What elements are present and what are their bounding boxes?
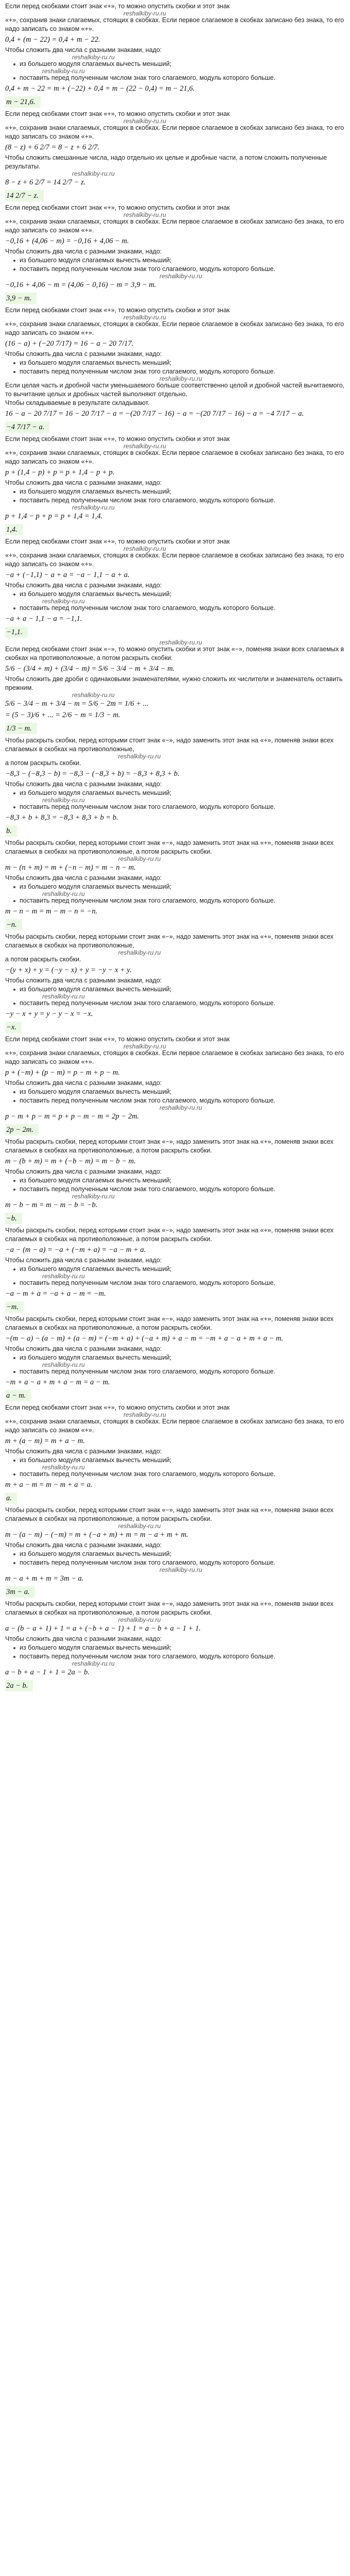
- answer-row: [5, 1020, 346, 1035]
- explanation-text: Чтобы сложить два числа с разными знаками, надо:: [5, 1635, 162, 1642]
- answer-highlight: 3m − a.: [5, 1586, 35, 1598]
- solution-section: [5, 1506, 346, 1600]
- math-expression: −8,3 − (−8,3 − b) = −8,3 − (−8,3 + b) = −8,3 + 8,3 + b.: [5, 770, 180, 778]
- explanation-text: «+», сохранив знаки слагаемых, стоящих в скобках. Если первое слагаемое в скобках записано без знака, то его надо записать со знаком «+».: [5, 124, 344, 140]
- rule-list-item: поставить перед полученным числом знак того слагаемого, модуль которого больше.: [13, 367, 346, 376]
- solution-section: [5, 1600, 346, 1693]
- explanation-text: Чтобы раскрыть скобки, перед которыми стоит знак «−», надо заменить этот знак на «+», поменяв знаки всех слагаемых в скобках на противоположные, а потом раскрыть скобки.: [5, 1506, 334, 1522]
- answer-highlight: −4 7/17 − a.: [5, 421, 49, 433]
- answer-row: [5, 1585, 346, 1600]
- answer-highlight: 14 2/7 − z.: [5, 190, 44, 201]
- answer-row: [5, 1679, 346, 1693]
- math-expression: −y − x + y = y − y − x = −x.: [5, 1010, 93, 1018]
- rule-list-item: из большего модуля слагаемых вычесть меньший;: [13, 1550, 346, 1558]
- watermark: reshalkiby-ru.ru: [160, 1566, 202, 1573]
- math-expression: m − a + m + m = 3m − a.: [5, 1574, 84, 1583]
- math-expression: −0,16 + 4,06 − m = (4,06 − 0,16) − m = 3,9 − m.: [5, 281, 156, 289]
- answer-row: [5, 1491, 346, 1506]
- explanation-text: «+», сохранив знаки слагаемых, стоящих в скобках. Если первое слагаемое в скобках записано без знака, то его надо записать со знаком «+».: [5, 449, 344, 465]
- explanation-text: Чтобы раскрыть скобки, перед которыми стоит знак «−», надо заменить этот знак на «+», поменяв знаки всех слагаемых в скобках на противоположные, а потом раскрыть скобки.: [5, 1227, 334, 1243]
- rule-list-item: из большего модуля слагаемых вычесть меньший;: [13, 1456, 346, 1465]
- watermark: reshalkiby-ru.ru: [42, 1361, 85, 1368]
- math-expression: 5/6 − (3/4 + m) + (3/4 − m) = 5/6 − 3/4 − m + 3/4 − m.: [5, 665, 175, 673]
- explanation-text: Если перед скобками стоит знак «+», то можно опустить скобки и этот знак: [5, 538, 230, 545]
- math-expression: 0,4 + (m − 22) = 0,4 + m − 22.: [5, 36, 100, 44]
- rule-list-item: поставить перед полученным числом знак того слагаемого, модуль которого больше.: [13, 896, 346, 905]
- answer-row: [5, 291, 346, 306]
- watermark: reshalkiby-ru.ru: [118, 949, 161, 956]
- math-expression: −a + a − 1,1 − a = −1,1.: [5, 615, 82, 623]
- watermark: reshalkiby-ru.ru: [124, 1411, 166, 1418]
- math-expression: m − (b + m) = m + (−b − m) = m − b − m.: [5, 1157, 136, 1165]
- explanation-text: Чтобы сложить два числа с разными знаками, надо:: [5, 46, 162, 54]
- explanation-text: Чтобы сложить два числа с разными знаками, надо:: [5, 1079, 162, 1087]
- explanation-text: Чтобы сложить два числа с разными знаками, надо:: [5, 479, 162, 486]
- math-expression: −a − m + a = −a + a − m = −m.: [5, 1290, 106, 1298]
- watermark: reshalkiby-ru.ru: [42, 890, 85, 897]
- math-expression: (16 − a) + (−20 7/17) = 16 − a − 20 7/17.: [5, 340, 134, 348]
- rule-list-item: из большего модуля слагаемых вычесть меньший;: [13, 1176, 346, 1185]
- explanation-text: Чтобы сложить два числа с разными знаками, надо:: [5, 781, 162, 788]
- explanation-text: Чтобы раскрыть скобки, перед которыми стоит знак «−», надо заменить этот знак на «+», поменяв знаки всех слагаемых в скобках на противоположные, а потом раскрыть скобки.: [5, 1600, 334, 1616]
- solution-section: [5, 1315, 346, 1403]
- rule-list-item: из большего модуля слагаемых вычесть меньший;: [13, 1088, 346, 1096]
- math-expression: 8 − z + 6 2/7 = 14 2/7 − z.: [5, 178, 86, 187]
- explanation-text: «+», сохранив знаки слагаемых, стоящих в скобках. Если первое слагаемое в скобках записано без знака, то его надо записать со знаком «+».: [5, 16, 344, 32]
- watermark: reshalkiby-ru.ru: [124, 443, 166, 450]
- explanation-text: Чтобы сложить два числа с разными знаками, надо:: [5, 350, 162, 358]
- explanation-text: Чтобы сложить смешанные числа, надо отдельно их целые и дробные части, а потом сложить полученные результаты.: [5, 154, 327, 170]
- explanation-text: а потом раскрыть скобки.: [5, 759, 81, 767]
- explanation-text: Если перед скобками стоит знак «+», то можно опустить скобки и этот знак: [5, 1036, 230, 1043]
- rule-list: [5, 1088, 346, 1105]
- rule-list-item: поставить перед полученным числом знак того слагаемого, модуль которого больше.: [13, 265, 346, 274]
- answer-highlight: 1,4.: [5, 524, 23, 535]
- explanation-text: Чтобы раскрыть скобки, перед которыми стоит знак «−», надо заменить этот знак на «+», поменяв знаки всех слагаемых в скобках на противоположные,: [5, 933, 334, 949]
- rule-list: [5, 590, 346, 613]
- answer-row: [5, 1123, 346, 1138]
- math-expression: m − (a − m) − (−m) = m + (−a + m) + m = m − a + m + m.: [5, 1531, 188, 1539]
- watermark: reshalkiby-ru.ru: [124, 545, 166, 552]
- rule-list-item: поставить перед полученным числом знак того слагаемого, модуль которого больше.: [13, 74, 346, 82]
- explanation-text: Чтобы раскрыть скобки, перед которыми стоит знак «−», надо заменить этот знак на «+», поменяв знаки всех слагаемых в скобках на противоположные, а потом раскрыть скобки.: [5, 1138, 334, 1154]
- explanation-text: Если перед скобками стоит знак «+», то можно опустить скобки и этот знак: [5, 110, 230, 117]
- explanation-text: Чтобы сложить два числа с разными знаками, надо:: [5, 1257, 162, 1264]
- rule-list: [5, 359, 346, 376]
- explanation-text: Чтобы сложить два числа с разными знаками, надо:: [5, 582, 162, 589]
- watermark: reshalkiby-ru.ru: [72, 170, 115, 177]
- solution-section: [5, 839, 346, 933]
- solution-section: [5, 204, 346, 306]
- watermark: reshalkiby-ru.ru: [124, 1043, 166, 1050]
- watermark: reshalkiby-ru.ru: [124, 314, 166, 321]
- rule-list: [5, 789, 346, 811]
- solution-section: [5, 1138, 346, 1226]
- math-expression: 16 − a − 20 7/17 = 16 − 20 7/17 − a = −(20 7/17 − 16) − a = −(20 7/17 − 16) − a = −4 7/17 − a.: [5, 410, 304, 418]
- watermark: reshalkiby-ru.ru: [160, 1104, 202, 1111]
- explanation-text: «+», сохранив знаки слагаемых, стоящих в скобках. Если первое слагаемое в скобках записано без знака, то его надо записать со знаком «+».: [5, 320, 344, 336]
- rule-list: [5, 883, 346, 905]
- explanation-text: «+», сохранив знаки слагаемых, стоящих в скобках. Если первое слагаемое в скобках записано без знака, то его надо записать со знаком «+».: [5, 218, 344, 234]
- rule-list: [5, 487, 346, 505]
- watermark: reshalkiby-ru.ru: [118, 753, 161, 760]
- answer-row: [5, 189, 346, 204]
- answer-row: [5, 1211, 346, 1226]
- math-expression: 0,4 + m − 22 = m + (−22) + 0,4 = m − (22 − 0,4) = m − 21,6.: [5, 84, 195, 93]
- answer-highlight: 2a − b.: [5, 1680, 33, 1691]
- rule-list: [5, 60, 346, 82]
- watermark: reshalkiby-ru.ru: [124, 117, 166, 125]
- answer-highlight: −b.: [5, 1213, 22, 1224]
- answer-highlight: b.: [5, 825, 17, 837]
- rule-list: [5, 985, 346, 1008]
- rule-list-item: из большего модуля слагаемых вычесть меньший;: [13, 789, 346, 798]
- explanation-text: Чтобы сложить два числа с разными знаками, надо:: [5, 1448, 162, 1455]
- watermark: reshalkiby-ru.ru: [42, 67, 85, 75]
- solution-section: [5, 306, 346, 435]
- explanation-text: Чтобы сложить два числа с разными знаками, надо:: [5, 1168, 162, 1175]
- solution-section: [5, 537, 346, 640]
- watermark: reshalkiby-ru.ru: [124, 211, 166, 218]
- math-expression: m − b − m = m − m − b = −b.: [5, 1201, 98, 1209]
- math-expression: m + a − m = m − m + a = a.: [5, 1481, 93, 1489]
- answer-highlight: m − 21,6.: [5, 96, 41, 108]
- explanation-text: Чтобы сложить два числа с разными знаками, надо:: [5, 977, 162, 984]
- solution-section: [5, 435, 346, 537]
- math-expression: 5/6 − 3/4 − m + 3/4 − m = 5/6 − 2m = 1/6 + ...: [5, 700, 149, 708]
- answer-highlight: −1,1.: [5, 626, 28, 638]
- watermark: reshalkiby-ru.ru: [42, 1464, 85, 1471]
- answer-highlight: 1/3 − m.: [5, 723, 37, 734]
- solution-section: [5, 639, 346, 736]
- math-expression: p + (−m) + (p − m) = p − m + p − m.: [5, 1069, 120, 1077]
- watermark: reshalkiby-ru.ru: [118, 1522, 161, 1530]
- rule-list-item: из большего модуля слагаемых вычесть меньший;: [13, 1643, 346, 1652]
- answer-highlight: 3,9 − m.: [5, 293, 37, 304]
- explanation-text: «+», сохранив знаки слагаемых, стоящих в скобках. Если первое слагаемое в скобках записано без знака, то его надо записать со знаком «+».: [5, 1049, 344, 1065]
- explanation-text: Чтобы складываемые в результате складывают.: [5, 399, 150, 406]
- watermark: reshalkiby-ru.ru: [72, 1660, 115, 1667]
- explanation-text: Если перед скобками стоит знак «+», то можно опустить скобки и этот знак: [5, 204, 230, 211]
- rule-list-item: поставить перед полученным числом знак того слагаемого, модуль которого больше.: [13, 999, 346, 1008]
- answer-row: [5, 625, 346, 640]
- rule-list-item: поставить перед полученным числом знак того слагаемого, модуль которого больше.: [13, 1558, 346, 1567]
- answer-row: [5, 721, 346, 736]
- explanation-text: а потом раскрыть скобки.: [5, 956, 81, 963]
- math-expression: a − b + a − 1 + 1 = 2a − b.: [5, 1668, 90, 1676]
- math-expression: −a + (−1,1) − a + a = −a − 1,1 − a + a.: [5, 571, 130, 579]
- explanation-text: Чтобы раскрыть скобки, перед которыми стоит знак «−», надо заменить этот знак на «+», поменяв знаки всех слагаемых в скобках на противоположные, а потом раскрыть скобки.: [5, 1315, 334, 1331]
- watermark: reshalkiby-ru.ru: [124, 10, 166, 17]
- solution-section: [5, 933, 346, 1035]
- explanation-text: «+», сохранив знаки слагаемых, стоящих в скобках. Если первое слагаемое в скобках записано без знака, то его надо записать со знаком «+».: [5, 552, 344, 568]
- math-expression: −a − (m − a) = −a + (−m + a) = −a − m + a.: [5, 1246, 146, 1254]
- math-expression: −m + a − a + m + a − m = a − m.: [5, 1378, 110, 1386]
- rule-list-item: поставить перед полученным числом знак того слагаемого, модуль которого больше.: [13, 1367, 346, 1376]
- watermark: reshalkiby-ru.ru: [42, 993, 85, 1000]
- rule-list: [5, 1456, 346, 1479]
- rule-list-item: из большего модуля слагаемых вычесть меньший;: [13, 1265, 346, 1274]
- watermark: reshalkiby-ru.ru: [42, 1273, 85, 1280]
- watermark: reshalkiby-ru.ru: [72, 504, 115, 511]
- watermark: reshalkiby-ru.ru: [160, 375, 202, 382]
- rule-list-item: из большего модуля слагаемых вычесть меньший;: [13, 1353, 346, 1362]
- rule-list: [5, 1265, 346, 1287]
- rule-list: [5, 1353, 346, 1376]
- explanation-text: Чтобы сложить два числа с разными знаками, надо:: [5, 874, 162, 882]
- solution-section: [5, 1403, 346, 1506]
- answer-row: [5, 918, 346, 933]
- explanation-text: Если перед скобками стоит знак «+», то можно опустить скобки и этот знак: [5, 307, 230, 314]
- math-expression: (8 − z) + 6 2/7 = 8 − z + 6 2/7.: [5, 143, 100, 151]
- answer-highlight: −m.: [5, 1301, 24, 1313]
- rule-list-item: из большего модуля слагаемых вычесть меньший;: [13, 883, 346, 891]
- explanation-text: Чтобы сложить две дроби с одинаковыми знаменателями, нужно сложить их числители и знаменатель оставить прежним.: [5, 675, 343, 691]
- rule-list-item: поставить перед полученным числом знак того слагаемого, модуль которого больше.: [13, 1185, 346, 1194]
- explanation-text: Если перед скобками стоит знак «+», то можно опустить скобки и этот знак: [5, 3, 230, 10]
- watermark: reshalkiby-ru.ru: [72, 1193, 115, 1200]
- rule-list-item: из большего модуля слагаемых вычесть меньший;: [13, 590, 346, 599]
- explanation-text: Если целая часть и дробной части уменьшаемого больше соответственно целой и дробной частей вычитаемого, то вычитание целых и дробных частей выполняют отдельно.: [5, 382, 345, 398]
- solution-section: [5, 736, 346, 839]
- explanation-text: Если перед скобками стоит знак «−», то можно опустить скобки и этот знак «−», поменяв знаки всех слагаемых в скобках на противоположные, а потом раскрыть скобки.: [5, 646, 344, 662]
- answer-row: [5, 1300, 346, 1315]
- explanation-text: Чтобы раскрыть скобки, перед которыми стоит знак «−», надо заменить этот знак на «+», поменяв знаки всех слагаемых в скобках на противоположные,: [5, 737, 334, 753]
- explanation-text: Если перед скобками стоит знак «+», то можно опустить скобки и этот знак: [5, 1404, 230, 1411]
- rule-list-item: поставить перед полученным числом знак того слагаемого, модуль которого больше.: [13, 1279, 346, 1287]
- watermark: reshalkiby-ru.ru: [72, 691, 115, 699]
- rule-list-item: поставить перед полученным числом знак того слагаемого, модуль которого больше.: [13, 803, 346, 811]
- rule-list-item: поставить перед полученным числом знак того слагаемого, модуль которого больше.: [13, 1470, 346, 1479]
- solution-section: [5, 2, 346, 110]
- watermark: reshalkiby-ru.ru: [118, 855, 161, 862]
- math-expression: p + 1,4 − p + p = p + 1,4 = 1,4.: [5, 512, 103, 520]
- answer-row: [5, 95, 346, 110]
- explanation-text: Чтобы сложить два числа с разными знаками, надо:: [5, 1541, 162, 1549]
- rule-list-item: из большего модуля слагаемых вычесть меньший;: [13, 256, 346, 265]
- answer-row: [5, 824, 346, 839]
- math-expression: −8,3 + b + 8,3 = −8,3 + 8,3 + b = b.: [5, 814, 118, 822]
- solution-section: [5, 110, 346, 204]
- rule-list-item: из большего модуля слагаемых вычесть меньший;: [13, 60, 346, 69]
- watermark: reshalkiby-ru.ru: [42, 796, 85, 804]
- math-expression: p + (1,4 − p) + p = p + 1,4 − p + p.: [5, 468, 115, 477]
- rule-list-item: из большего модуля слагаемых вычесть меньший;: [13, 359, 346, 367]
- answer-highlight: −n.: [5, 919, 22, 930]
- rule-list-item: поставить перед полученным числом знак того слагаемого, модуль которого больше.: [13, 604, 346, 613]
- answer-row: [5, 420, 346, 435]
- watermark: reshalkiby-ru.ru: [160, 639, 202, 646]
- explanation-text: Чтобы сложить два числа с разными знаками, надо:: [5, 1345, 162, 1352]
- math-expression: p − m + p − m = p + p − m − m = 2p − 2m.: [5, 1112, 139, 1121]
- rule-list-item: поставить перед полученным числом знак того слагаемого, модуль которого больше.: [13, 1096, 346, 1105]
- answer-highlight: a.: [5, 1493, 17, 1504]
- watermark: reshalkiby-ru.ru: [42, 598, 85, 605]
- rule-list-item: поставить перед полученным числом знак того слагаемого, модуль которого больше.: [13, 1652, 346, 1661]
- math-expression: m + (a − m) = m + a − m.: [5, 1437, 85, 1445]
- watermark: reshalkiby-ru.ru: [72, 54, 115, 61]
- watermark: reshalkiby-ru.ru: [118, 1616, 161, 1623]
- math-expression: m − n − m = m − m − n = −n.: [5, 907, 98, 916]
- rule-list: [5, 256, 346, 274]
- answer-row: [5, 522, 346, 537]
- explanation-text: Чтобы сложить два числа с разными знаками, надо:: [5, 248, 162, 255]
- rule-list: [5, 1550, 346, 1567]
- math-expression: −(y + x) + y = (−y − x) + y = −y − x + y.: [5, 966, 132, 974]
- rule-list-item: из большего модуля слагаемых вычесть меньший;: [13, 985, 346, 994]
- watermark: reshalkiby-ru.ru: [160, 273, 202, 280]
- math-expression: a − (b − a + 1) + 1 = a + (−b + a − 1) + 1 = a − b + a − 1 + 1.: [5, 1624, 201, 1633]
- rule-list: [5, 1643, 346, 1661]
- rule-list-item: поставить перед полученным числом знак того слагаемого, модуль которого больше.: [13, 496, 346, 505]
- math-expression: = (5 − 3)/6 + ... = 2/6 − m = 1/3 − m.: [5, 711, 120, 719]
- rule-list-item: из большего модуля слагаемых вычесть меньший;: [13, 487, 346, 496]
- explanation-text: Если перед скобками стоит знак «+», то можно опустить скобки и этот знак: [5, 435, 230, 443]
- solution-section: [5, 1035, 346, 1138]
- math-expression: −(m − a) − (a − m) + (a − m) = (−m + a) + (−a + m) + a − m = −m + a − a + m + a − m.: [5, 1334, 284, 1343]
- answer-highlight: −x.: [5, 1022, 22, 1033]
- rule-list: [5, 1176, 346, 1194]
- answer-highlight: a − m.: [5, 1390, 31, 1401]
- explanation-text: «+», сохранив знаки слагаемых, стоящих в скобках. Если первое слагаемое в скобках записано без знака, то его надо записать со знаком «+».: [5, 1418, 344, 1434]
- answer-highlight: 2p − 2m.: [5, 1124, 39, 1136]
- solution-section: [5, 1226, 346, 1315]
- explanation-text: Чтобы раскрыть скобки, перед которыми стоит знак «−», надо заменить этот знак на «+», поменяв знаки всех слагаемых в скобках на противоположные, а потом раскрыть скобки.: [5, 839, 334, 855]
- math-expression: m − (n + m) = m + (−n − m) = m − n − m.: [5, 863, 136, 872]
- answer-row: [5, 1388, 346, 1403]
- math-expression: −0,16 + (4,06 − m) = −0,16 + 4,06 − m.: [5, 237, 129, 245]
